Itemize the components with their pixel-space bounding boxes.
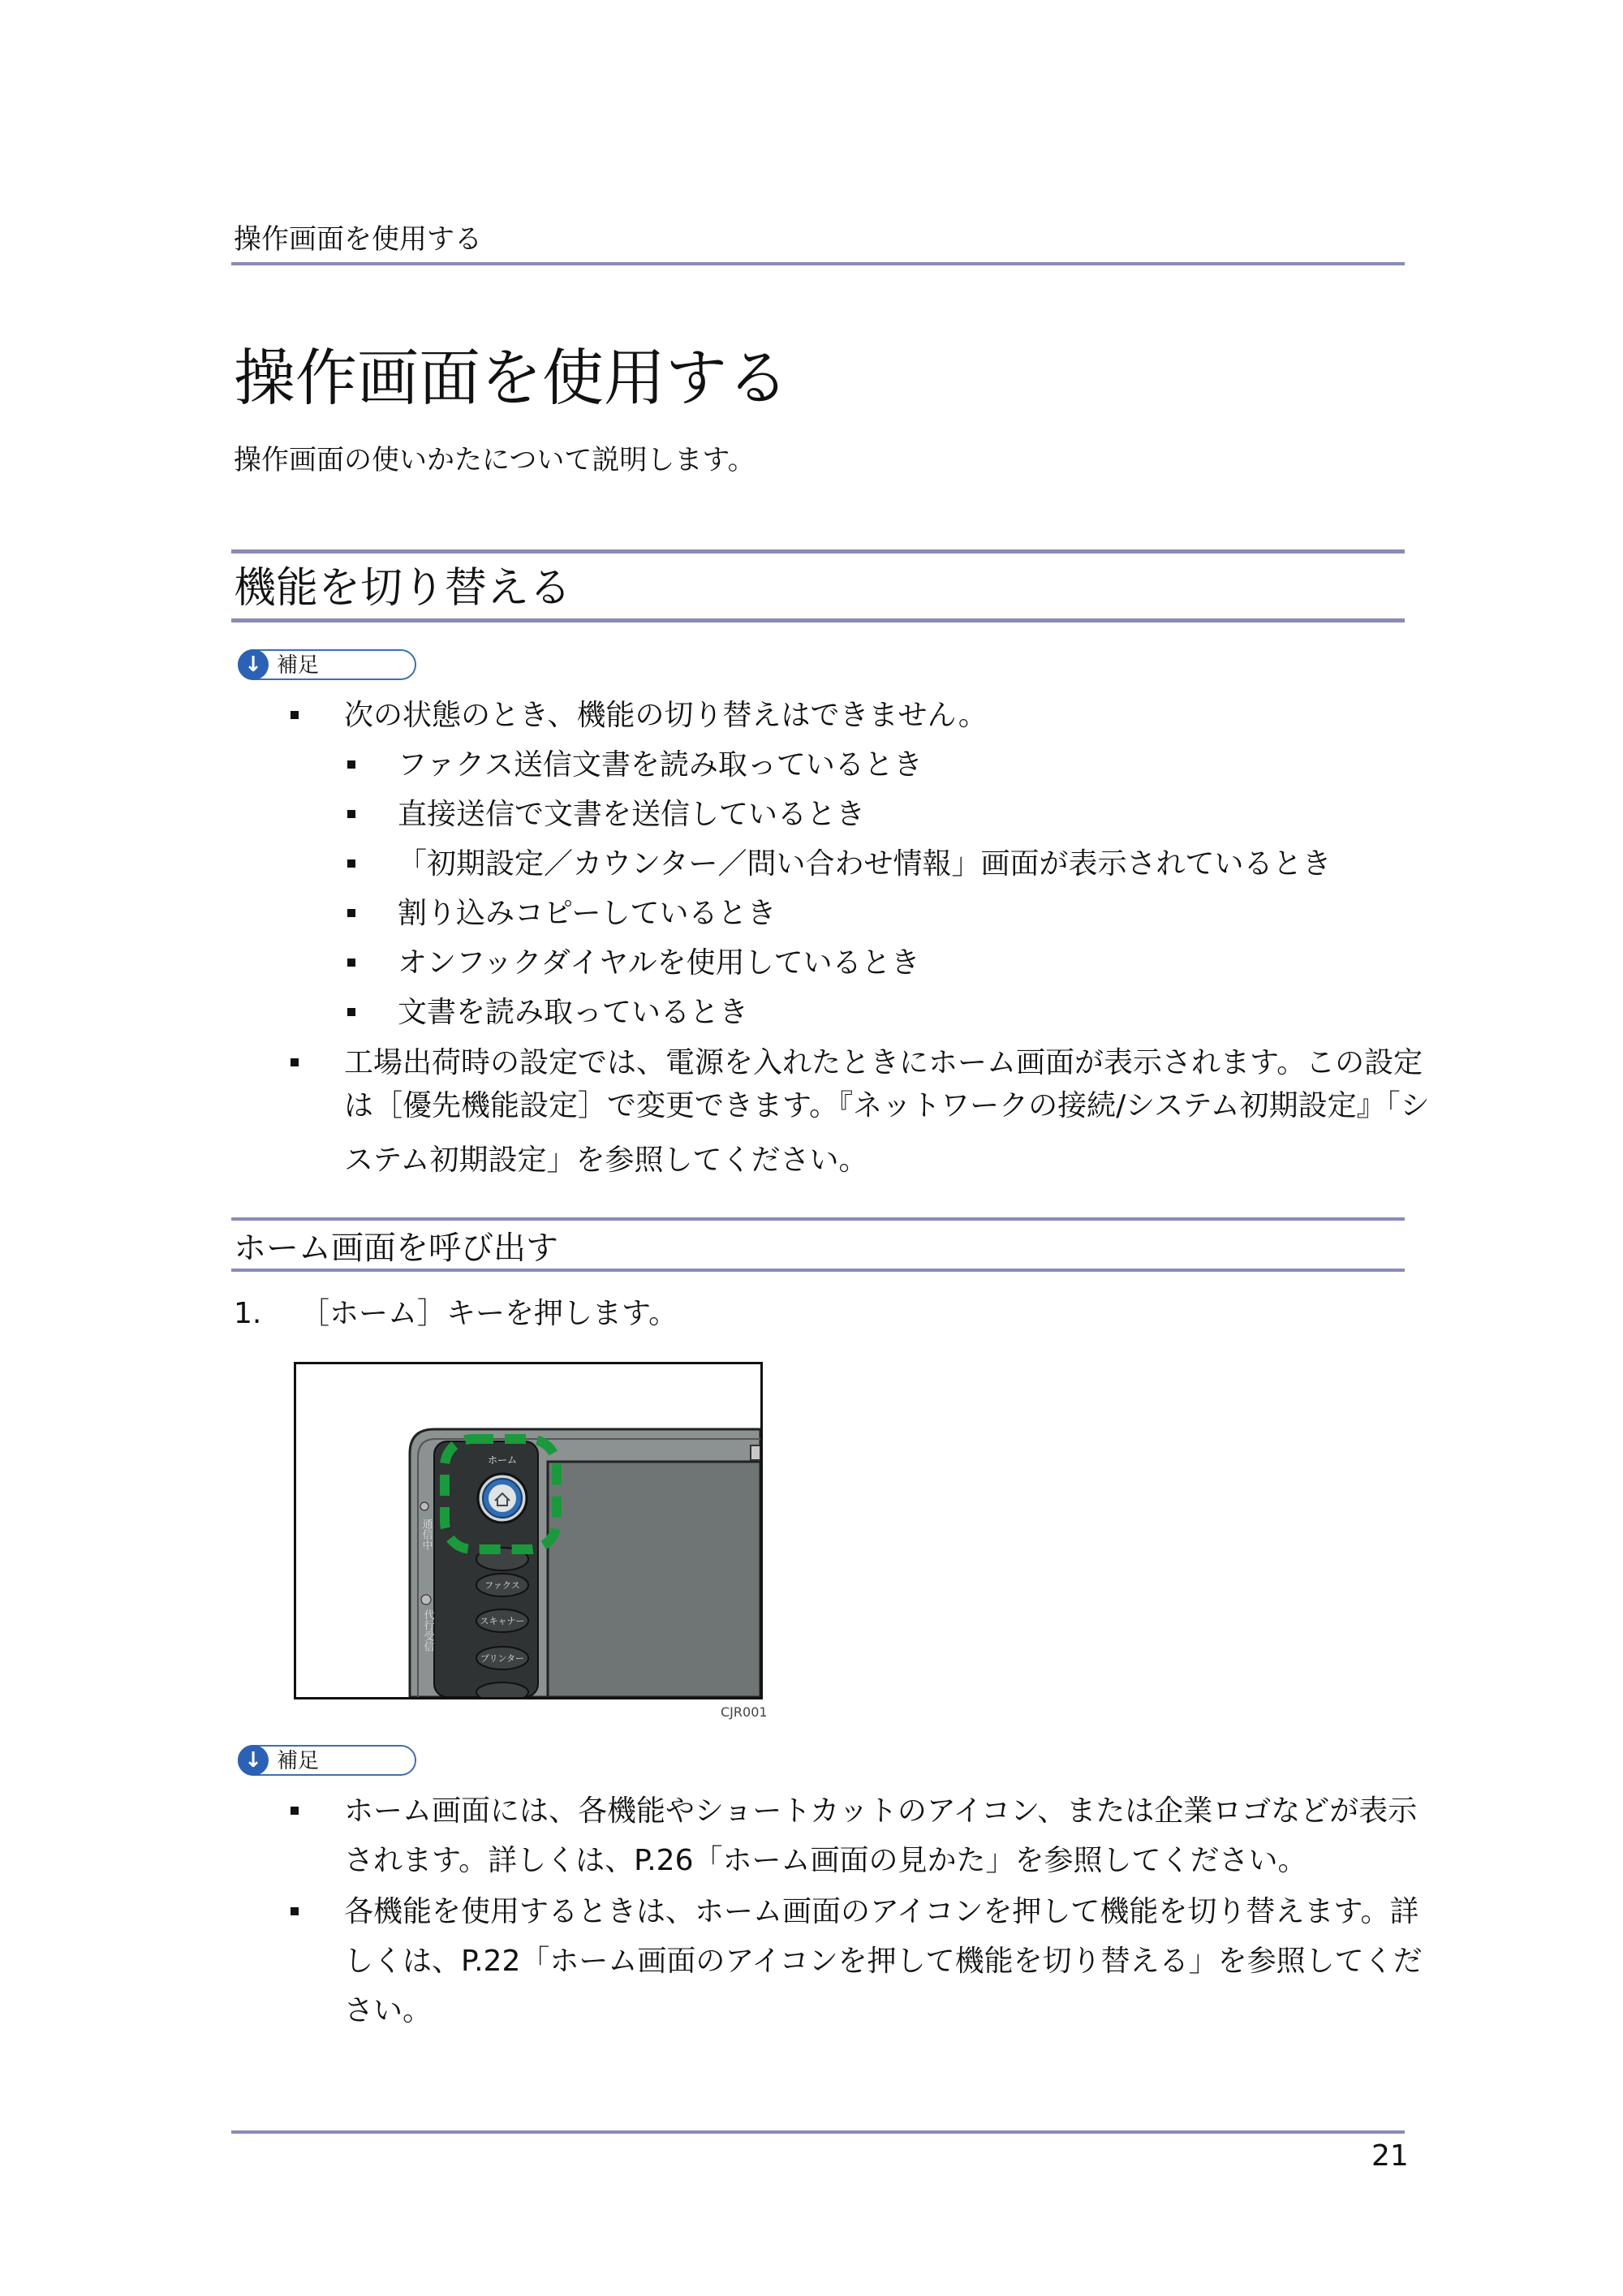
- note-badge: [238, 649, 416, 680]
- indicator-label-bottom: 代行受信: [421, 1609, 434, 1652]
- control-panel-illustration: [296, 1364, 760, 1697]
- section-rule-bottom: [231, 618, 1405, 622]
- bullet-icon: [347, 810, 355, 818]
- bullet-icon: [291, 1058, 299, 1066]
- arrow-down-icon: ↓: [238, 649, 269, 680]
- page-number: 21: [1371, 2139, 1409, 2173]
- indicator-label-top: 通信中: [420, 1518, 433, 1550]
- step-text: ［ホーム］キーを押します。: [300, 1297, 678, 1330]
- list-item-line: 各機能を使用するときは、ホーム画面のアイコンを押して機能を切り替えます。詳: [344, 1895, 1419, 1928]
- subsection-rule-top: [231, 1217, 1405, 1221]
- list-item-line: ステム初期設定」を参照してください。: [344, 1144, 868, 1177]
- home-key-label: ホーム: [487, 1454, 518, 1466]
- bullet-icon: [347, 760, 355, 769]
- sub-list-item: 「初期設定／カウンター／問い合わせ情報」画面が表示されているとき: [398, 847, 1332, 881]
- arrow-down-icon: ↓: [238, 1745, 269, 1776]
- section-rule-top: [231, 549, 1405, 554]
- subsection-heading: ホーム画面を呼び出す: [234, 1230, 558, 1267]
- note-badge: [238, 1745, 416, 1776]
- scanner-key-label: スキャナー: [480, 1616, 525, 1626]
- sub-list-item: 割り込みコピーしているとき: [398, 897, 777, 930]
- list-item-line: 工場出荷時の設定では、電源を入れたときにホーム画面が表示されます。この設定: [344, 1046, 1423, 1079]
- bullet-icon: [347, 859, 355, 868]
- fax-key-label: ファクス: [484, 1580, 520, 1591]
- section-heading: 機能を切り替える: [234, 564, 572, 613]
- bullet-icon: [291, 1807, 299, 1815]
- sub-list-item: オンフックダイヤルを使用しているとき: [398, 946, 920, 980]
- header-rule: [231, 262, 1405, 265]
- step-number: 1.: [234, 1297, 262, 1330]
- list-item-line: は［優先機能設定］で変更できます。『ネットワークの接続/システム初期設定』「シ: [344, 1089, 1430, 1122]
- bullet-icon: [291, 1907, 299, 1915]
- bullet-icon: [347, 958, 355, 967]
- figure-caption: CJR001: [721, 1704, 768, 1720]
- list-item: 次の状態のとき、機能の切り替えはできません。: [344, 699, 988, 732]
- list-item-line: さい。: [344, 1994, 433, 2027]
- footer-rule: [231, 2130, 1405, 2134]
- list-item-line: ホーム画面には、各機能やショートカットのアイコン、または企業ロゴなどが表示: [344, 1794, 1418, 1828]
- bullet-icon: [347, 909, 355, 917]
- page-title: 操作画面を使用する: [234, 342, 789, 414]
- subsection-rule-bottom: [231, 1269, 1405, 1272]
- sub-list-item: 直接送信で文書を送信しているとき: [398, 798, 866, 831]
- list-item-line: しくは、P.22「ホーム画面のアイコンを押して機能を切り替える」を参照してくだ: [344, 1945, 1423, 1978]
- sub-list-item: ファクス送信文書を読み取っているとき: [398, 748, 923, 782]
- lead-text: 操作画面の使いかたについて説明します。: [234, 444, 756, 476]
- printer-key-label: プリンター: [480, 1653, 525, 1664]
- running-header: 操作画面を使用する: [234, 223, 482, 256]
- list-item-line: されます。詳しくは、P.26「ホーム画面の見かた」を参照してください。: [344, 1844, 1307, 1877]
- bullet-icon: [347, 1008, 355, 1016]
- note-label: 補足: [277, 1749, 320, 1773]
- control-panel-figure: [294, 1362, 763, 1699]
- note-label: 補足: [277, 653, 320, 678]
- sub-list-item: 文書を読み取っているとき: [398, 996, 749, 1029]
- bullet-icon: [291, 711, 299, 719]
